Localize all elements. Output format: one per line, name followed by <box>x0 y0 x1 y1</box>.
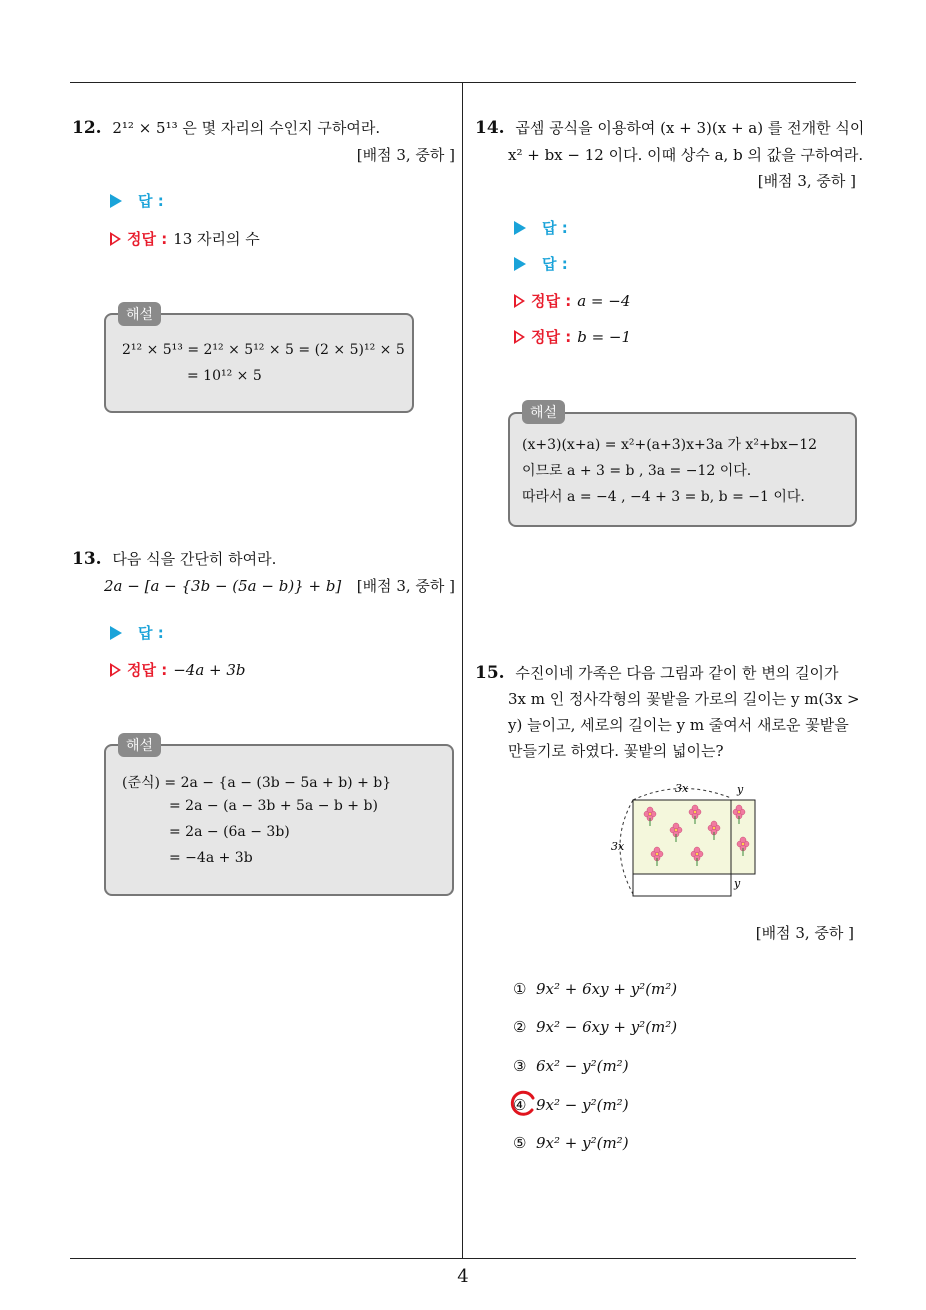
q12-solution-line-2: = 10¹² × 5 <box>187 368 262 384</box>
q13-answer-row[interactable] <box>110 622 164 643</box>
choice-text: 9x² + y²(m²) <box>536 1134 629 1152</box>
q13-solution-box <box>104 744 454 896</box>
choice-1[interactable] <box>513 980 677 998</box>
q14-correct-label-2: 정답 : <box>531 328 572 346</box>
choice-text: 9x² + 6xy + y²(m²) <box>536 980 678 998</box>
outline-triangle-icon <box>514 294 525 308</box>
choice-text: 9x² − 6xy + y²(m²) <box>536 1018 678 1036</box>
q12-correct-row <box>110 228 260 249</box>
q13-number: 13. <box>72 549 102 569</box>
q12-solution-tag: 해설 <box>118 302 161 326</box>
q15-text-line-2: 3x m 인 정사각형의 꽃밭을 가로의 길이는 y m(3x > <box>508 690 860 708</box>
q12-answer-label: 답 : <box>138 192 164 210</box>
q14-correct-value-2: b = −1 <box>577 328 632 346</box>
q15-number: 15. <box>475 663 505 683</box>
q13-text: 다음 식을 간단히 하여라. <box>112 550 277 568</box>
garden-figure <box>605 776 765 900</box>
q14-correct-row-1 <box>514 290 630 311</box>
choice-3[interactable] <box>513 1057 629 1075</box>
q14-answer-label-1: 답 : <box>542 219 568 237</box>
removed-strip <box>633 874 731 896</box>
q13-correct-label: 정답 : <box>127 661 168 679</box>
choice-mark: ③ <box>513 1057 527 1075</box>
q13-answer-label: 답 : <box>138 624 164 642</box>
selected-answer-circle-icon <box>507 1089 537 1119</box>
q13-meta: [배점 3, 중하 ] <box>356 577 455 595</box>
q12-stem <box>72 115 380 141</box>
q12-text: 2¹² × 5¹³ 은 몇 자리의 수인지 구하여라. <box>112 119 381 137</box>
label-bottom-right: y <box>734 877 741 890</box>
choice-mark: ④ <box>513 1096 527 1114</box>
choice-5[interactable] <box>513 1134 629 1152</box>
q13-solution-line-4: = −4a + 3b <box>169 850 253 866</box>
outline-triangle-icon <box>110 663 121 677</box>
column-divider <box>462 82 463 1259</box>
label-top-right: y <box>737 783 744 796</box>
q12-correct-value: 13 자리의 수 <box>173 230 260 248</box>
q13-expression: 2a − [a − {3b − (5a − b)} + b] <box>104 577 342 595</box>
q14-correct-value-1: a = −4 <box>577 292 631 310</box>
q13-solution-tag: 해설 <box>118 733 161 757</box>
q15-text-line-3: y) 늘이고, 세로의 길이는 y m 줄여서 새로운 꽃밭을 <box>508 716 849 734</box>
outline-triangle-icon <box>110 232 121 246</box>
q12-correct-label: 정답 : <box>127 230 168 248</box>
q13-solution-line-2: = 2a − (a − 3b + 5a − b + b) <box>169 798 378 814</box>
q13-stem <box>72 546 276 572</box>
q14-solution-tag: 해설 <box>522 400 565 424</box>
choice-text: 9x² − y²(m²) <box>536 1096 629 1114</box>
q14-answer-row-1[interactable] <box>514 217 568 238</box>
q13-solution-line-1: (준식) = 2a − {a − (3b − 5a + b) + b} <box>122 775 392 791</box>
page-number: 4 <box>457 1266 469 1287</box>
q13-correct-row <box>110 659 246 680</box>
q15-meta: [배점 3, 중하 ] <box>755 924 854 942</box>
choice-mark: ⑤ <box>513 1134 527 1152</box>
play-icon <box>110 194 122 208</box>
outline-triangle-icon <box>514 330 525 344</box>
q13-solution-line-3: = 2a − (6a − 3b) <box>169 824 290 840</box>
q14-solution-line-2: 이므로 a + 3 = b , 3a = −12 이다. <box>522 463 752 479</box>
q14-answer-label-2: 답 : <box>542 255 568 273</box>
q12-solution-line-1: 2¹² × 5¹³ = 2¹² × 5¹² × 5 = (2 × 5)¹² × 5 <box>122 342 405 358</box>
q14-meta: [배점 3, 중하 ] <box>757 172 856 190</box>
bottom-rule <box>70 1258 856 1259</box>
top-rule <box>70 82 856 83</box>
play-icon <box>514 221 526 235</box>
choice-mark: ① <box>513 980 527 998</box>
q14-number: 14. <box>475 118 505 138</box>
q14-text-line-2: x² + bx − 12 이다. 이때 상수 a, b 의 값을 구하여라. <box>508 146 864 164</box>
label-left: 3x <box>611 840 625 853</box>
q12-meta: [배점 3, 중하 ] <box>356 146 455 164</box>
q13-correct-value: −4a + 3b <box>173 661 246 679</box>
q12-answer-row[interactable] <box>110 190 164 211</box>
choice-2[interactable] <box>513 1018 677 1036</box>
q14-solution-line-1: (x+3)(x+a) = x²+(a+3)x+3a 가 x²+bx−12 <box>522 437 818 453</box>
q12-number: 12. <box>72 118 102 138</box>
q14-text-line-1: 곱셈 공식을 이용하여 (x + 3)(x + a) 를 전개한 식이 <box>515 119 865 137</box>
q12-solution-box <box>104 313 414 413</box>
q14-answer-row-2[interactable] <box>514 253 568 274</box>
choice-mark: ② <box>513 1018 527 1036</box>
q14-stem <box>475 115 864 141</box>
play-icon <box>110 626 122 640</box>
q15-stem <box>475 660 839 686</box>
q15-text-line-1: 수진이네 가족은 다음 그림과 같이 한 변의 길이가 <box>515 664 839 682</box>
label-top: 3x <box>675 782 689 795</box>
play-icon <box>514 257 526 271</box>
choice-text: 6x² − y²(m²) <box>536 1057 629 1075</box>
q14-correct-label-1: 정답 : <box>531 292 572 310</box>
q14-correct-row-2 <box>514 326 631 347</box>
q14-solution-line-3: 따라서 a = −4 , −4 + 3 = b, b = −1 이다. <box>522 489 805 505</box>
q15-text-line-4: 만들기로 하였다. 꽃밭의 넓이는? <box>508 742 724 760</box>
